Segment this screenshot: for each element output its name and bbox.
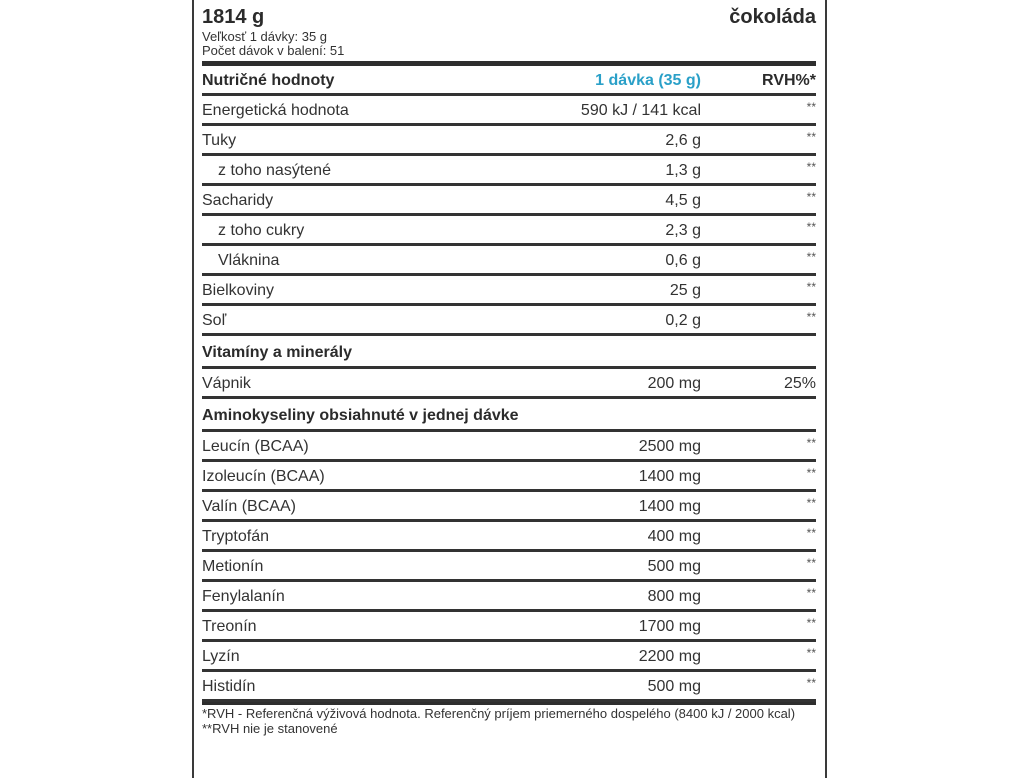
row-label: Treonín — [202, 618, 257, 635]
row-value: 1700 mg — [638, 618, 701, 635]
row-value: 4,5 g — [665, 192, 701, 209]
row-value: 2,6 g — [665, 132, 701, 149]
table-header — [202, 66, 816, 96]
row-rvh: ** — [806, 496, 816, 510]
section-header-vitamins — [202, 336, 816, 369]
nutrition-label-content — [202, 0, 816, 738]
row-label: Valín (BCAA) — [202, 498, 296, 515]
row-value: 25 g — [669, 282, 701, 299]
serving-size: Veľkosť 1 dávky: 35 g — [202, 29, 328, 44]
row-rvh: ** — [806, 280, 816, 294]
row-value: 800 mg — [647, 588, 701, 605]
section-header-amino — [202, 399, 816, 432]
row-label: z toho nasýtené — [218, 162, 331, 179]
row-value: 500 mg — [647, 558, 701, 575]
row-label: Energetická hodnota — [202, 102, 349, 119]
row-rvh: ** — [806, 466, 816, 480]
table-row — [202, 462, 816, 492]
row-rvh: ** — [806, 526, 816, 540]
table-row — [202, 156, 816, 186]
row-value: 0,6 g — [665, 252, 701, 269]
rvh-column-header: RVH%* — [762, 72, 816, 89]
row-value: 2,3 g — [665, 222, 701, 239]
row-rvh: ** — [806, 646, 816, 660]
row-rvh: ** — [806, 586, 816, 600]
table-row — [202, 552, 816, 582]
row-label: Vláknina — [218, 252, 280, 269]
row-value: 500 mg — [647, 678, 701, 695]
row-value: 1,3 g — [665, 162, 701, 179]
table-row — [202, 216, 816, 246]
row-label: Leucín (BCAA) — [202, 438, 309, 455]
row-value: 1400 mg — [638, 498, 701, 515]
row-label: Lyzín — [202, 648, 240, 665]
row-label: z toho cukry — [218, 222, 305, 239]
row-value: 400 mg — [647, 528, 701, 545]
row-value: 2200 mg — [638, 648, 701, 665]
table-row — [202, 432, 816, 462]
table-row — [202, 612, 816, 642]
serving-info — [202, 30, 816, 58]
row-value: 200 mg — [647, 375, 701, 392]
row-rvh: ** — [806, 100, 816, 114]
vitamin-rows — [202, 369, 816, 399]
row-rvh: ** — [806, 190, 816, 204]
row-value: 590 kJ / 141 kcal — [580, 102, 701, 119]
row-rvh: ** — [806, 250, 816, 264]
footnotes — [202, 705, 816, 735]
amino-rows — [202, 432, 816, 702]
section-title: Aminokyseliny obsiahnuté v jednej dávke — [202, 407, 519, 424]
row-value: 2500 mg — [638, 438, 701, 455]
row-rvh: ** — [806, 220, 816, 234]
row-value: 1400 mg — [638, 468, 701, 485]
table-row — [202, 522, 816, 552]
table-row — [202, 369, 816, 399]
row-label: Bielkoviny — [202, 282, 275, 299]
row-label: Tuky — [202, 132, 237, 149]
section-title: Vitamíny a minerály — [202, 344, 352, 361]
row-rvh: ** — [806, 436, 816, 450]
nutrient-rows — [202, 96, 816, 336]
table-header-label: Nutričné hodnoty — [202, 72, 335, 89]
row-label: Soľ — [202, 312, 227, 329]
nutrition-label — [192, 0, 827, 778]
footnote-rvh-not-set: **RVH nie je stanovené — [202, 721, 338, 736]
row-label: Vápnik — [202, 375, 251, 392]
row-value: 0,2 g — [665, 312, 701, 329]
table-row — [202, 126, 816, 156]
product-header — [202, 0, 816, 30]
row-label: Sacharidy — [202, 192, 274, 209]
table-row — [202, 276, 816, 306]
product-flavor: čokoláda — [729, 6, 816, 28]
row-rvh: ** — [806, 556, 816, 570]
row-label: Metionín — [202, 558, 264, 575]
serving-column-header: 1 dávka (35 g) — [595, 72, 701, 89]
footnote-rvh-definition: *RVH - Referenčná výživová hodnota. Referenčný príjem priemerného dospelého (8400 kJ / 2000 kcal) — [202, 706, 796, 721]
table-row — [202, 306, 816, 336]
row-rvh: ** — [806, 310, 816, 324]
row-label: Fenylalanín — [202, 588, 285, 605]
table-row — [202, 492, 816, 522]
table-row — [202, 582, 816, 612]
row-label: Tryptofán — [202, 528, 269, 545]
table-row — [202, 642, 816, 672]
row-rvh: 25% — [783, 375, 816, 392]
product-weight: 1814 g — [202, 6, 265, 28]
servings-per-pack: Počet dávok v balení: 51 — [202, 43, 345, 58]
row-rvh: ** — [806, 676, 816, 690]
row-rvh: ** — [806, 160, 816, 174]
table-row — [202, 96, 816, 126]
table-row — [202, 672, 816, 702]
table-row — [202, 246, 816, 276]
row-rvh: ** — [806, 616, 816, 630]
row-label: Histidín — [202, 678, 256, 695]
row-label: Izoleucín (BCAA) — [202, 468, 325, 485]
table-row — [202, 186, 816, 216]
row-rvh: ** — [806, 130, 816, 144]
